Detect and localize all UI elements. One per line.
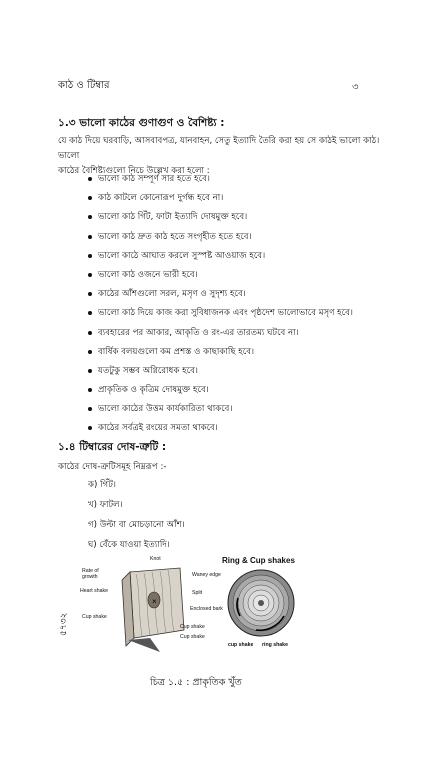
page-number-side: ৫৭৩২ [59,612,69,636]
label-cup-shake-2: Cup shake [180,624,205,630]
list-item: ভালো কাঠ দ্রুত কাঠ হতে সংগৃহীত হতে হবে। [88,230,353,249]
label-knot: Knot [150,556,161,562]
list-item: খ) ফাটল। [88,500,123,510]
label-split: Split [192,590,203,596]
bullet-icon [88,350,92,354]
intro-line-2: কাঠের বৈশিষ্ট্যগুলো নিচে উল্লেখ করা হলো : [58,166,210,176]
label-enclosed-bark: Enclosed bark [190,606,223,612]
label-waney-edge: Waney edge [192,572,221,578]
list-item: ব্যবহারের পর আকার, আকৃতি ও রং-এর তারতম্য ঘটবে না। [88,326,353,345]
defects-list [88,478,185,558]
pith [258,600,264,606]
bullet-icon [88,369,92,373]
bullet-icon [88,254,92,258]
figure-caption: চিত্র ১.৫ : প্রাকৃতিক খুঁত [150,677,242,688]
ring-cup-shakes-title: Ring & Cup shakes [222,556,295,565]
list-item: ভালো কাঠ ওজনে ভারী হবে। [88,268,353,287]
list-item: যতটুকু সম্ভব অগ্নিরোধক হবে। [88,364,353,383]
bullet-icon [88,388,92,392]
list-item: ভালো কাঠের উত্তম কার্যকারিতা থাকবে। [88,402,353,421]
bullet-icon [88,215,92,219]
list-item: ভালো কাঠ গিঁট, ফাটা ইত্যাদি দোষমুক্ত হবে। [88,210,353,229]
page-number-top: ৩ [352,82,359,93]
list-item: ক) গিঁট। [88,480,116,490]
intro-line-1: যে কাঠ দিয়ে ঘরবাড়ি, আসবাবপত্র, যানবাহন, সেতু ইত্যাদি তৈরি করা হয় সে কাঠই ভালো কাঠ। ভালো [58,136,380,161]
running-header: কাঠ ও টিম্বার [58,80,110,91]
bullet-icon [88,235,92,239]
bullet-icon [88,292,92,296]
list-item: ভালো কাঠ দিয়ে কাজ করা সুবিধাজনক এবং পৃষ্ঠদেশ ভালোভাবে মসৃণ হবে। [88,306,353,325]
list-item: ঘ) বেঁকে যাওয়া ইত্যাদি। [88,540,170,550]
label-heart-shake: Heart shake [80,588,108,594]
section-title-qualities: ১.৩ ভালো কাঠের গুণাগুণ ও বৈশিষ্ট্য : [58,117,225,129]
list-item: কাঠ কাটলে কোনোরূপ দুর্গন্ধ হবে না। [88,191,353,210]
defects-intro: কাঠের দোষ-ত্রুটিসমূহ নিম্নরূপ :- [58,462,167,472]
bullet-icon [88,177,92,181]
section-title-defects: ১.৪ টিম্বারের দোষ-ত্রুটি : [58,441,167,453]
bullet-icon [88,331,92,335]
qualities-list [88,172,353,441]
list-item: কাঠের আঁশগুলো সরল, মসৃণ ও সুদৃশ্য হবে। [88,287,353,306]
label-cup-shake: Cup shake [82,614,107,620]
knot-x-mark: × [152,597,157,606]
list-item: কাঠের সর্বত্রই রংয়ের সমতা থাকবে। [88,421,353,440]
list-item: প্রাকৃতিক ও কৃত্রিম দোষমুক্ত হবে। [88,383,353,402]
label-cup-shake-right: cup shake [228,642,254,648]
log-cross-section [226,568,296,640]
list-item: বার্ষিক বলয়গুলো কম প্রশস্ত ও কাছাকাছি হবে। [88,345,353,364]
bullet-icon [88,426,92,430]
label-rate-of-growth: Rate of growth [82,568,99,580]
bullet-icon [88,196,92,200]
bullet-icon [88,407,92,411]
list-item: ভালো কাঠে আঘাত করলে সুস্পষ্ট আওয়াজ হবে। [88,249,353,268]
bullet-icon [88,311,92,315]
cup-shake-wedge [128,638,160,652]
list-item: গ) উল্টা বা মোচড়ানো আঁশ। [88,520,185,530]
label-ring-shake: ring shake [262,642,288,648]
list-item: ভালো কাঠ সম্পূর্ণ সার হতে হবে। [88,172,353,191]
bullet-icon [88,273,92,277]
label-cup-shake-3: Cup shake [180,634,205,640]
